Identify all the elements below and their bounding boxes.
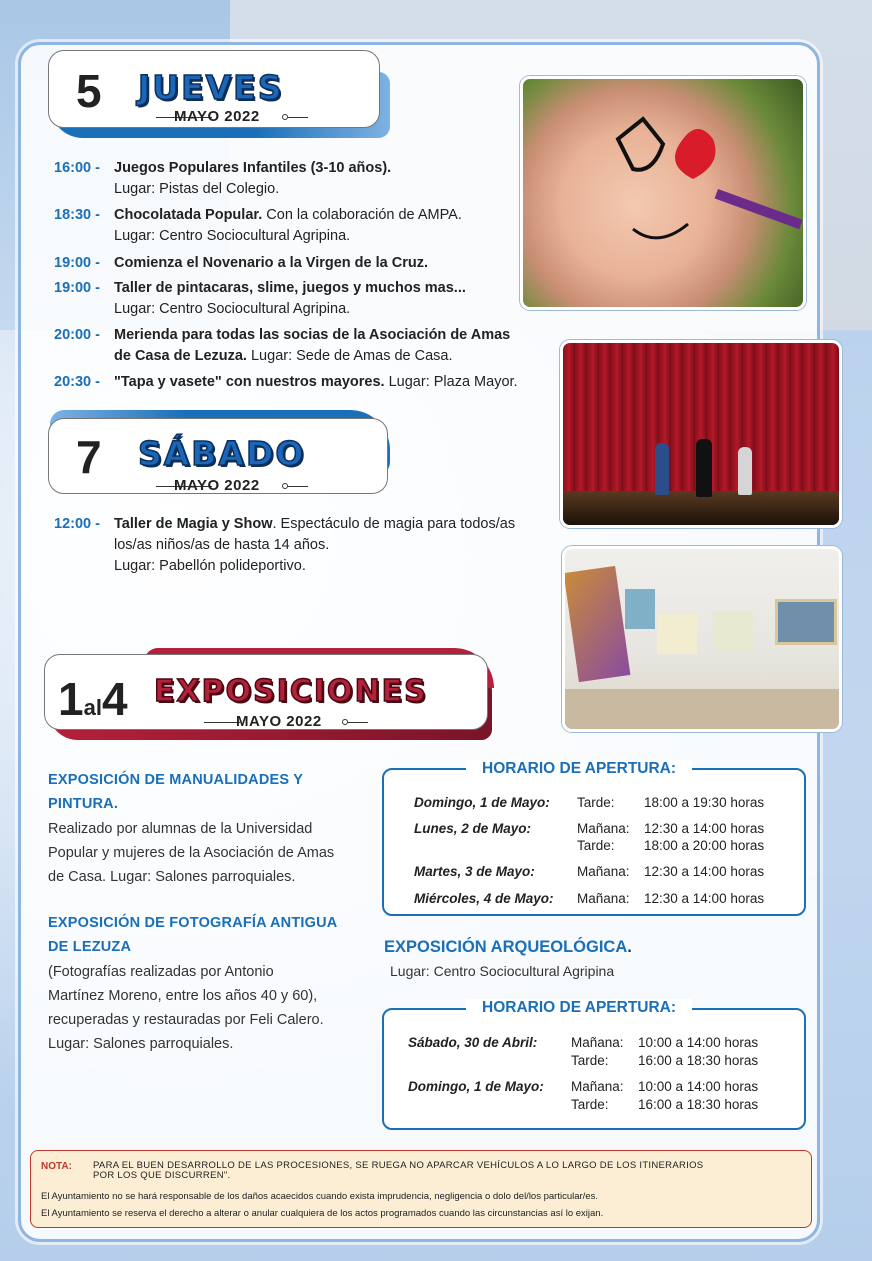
event-item: 19:00 - Comienza el Novenario a la Virgen de la Cruz. [54,255,428,271]
event-item: 20:30 - "Tapa y vasete" con nuestros mayores. Lugar: Plaza Mayor. [54,374,518,390]
event-list-sabado: 12:00 - Taller de Magia y Show. Espectáculo de magia para todos/as los/as niños/as de hasta 14 años. Lugar: Pabellón polideportivo. [54,516,516,574]
performer [738,447,752,495]
day-number: 1al4 [58,673,128,725]
day-name: SÁBADO [138,434,306,473]
schedule-row: Miércoles, 4 de Mayo: [414,891,554,906]
exhibition-body-manualidades: Realizado por alumnas de la Universidad Popular y mujeres de la Asociación de Amas de Casa. Lugar: Salones parroquiales. [48,821,335,885]
event-list-jueves [54,158,554,398]
event-item: 16:00 - Juegos Populares Infantiles (3-10 años). Lugar: Pistas del Colegio. [54,160,392,197]
day-name: JUEVES [138,68,284,107]
header-jueves [48,50,396,142]
header-exposiciones [44,650,498,744]
event-item: 18:30 - Chocolatada Popular. Con la colaboración de AMPA. Lugar: Centro Sociocultural Agripina. [54,207,462,244]
exhibition-body-fotografia: (Fotografías realizadas por Antonio Martínez Moreno, entre los años 40 y 60), recuperadas y restauradas por Feli Calero. Lugar: Salones parroquiales. [48,964,324,1052]
exhibition-place-arqueologica: Lugar: Centro Sociocultural Agripina [390,963,615,979]
photo-magic-show [560,340,842,528]
performer [655,443,669,495]
exhibition-title-fotografia: EXPOSICIÓN DE FOTOGRAFÍA ANTIGUA DE LEZUZA [48,915,338,955]
note-box: NOTA: PARA EL BUEN DESARROLLO DE LAS PROCESIONES, SE RUEGA NO APARCAR VEHÍCULOS A LO LARGO DE LOS ITINERARIOS POR LOS QUE DISCURREN". El Ayuntamiento no se hará responsable de los daños acaecidos cuando exista imprudencia, negligencia o dolo del/los particular/es. El Ayuntamiento se reserva el derecho a alterar o anular cualquiera de los actos programados cuando las circunstancias así lo exijan. [30,1150,812,1228]
face-paint-illustration [523,79,806,310]
month-label: MAYO 2022 [236,713,322,730]
schedule-row: Martes, 3 de Mayo: [414,864,535,879]
schedule-row: Domingo, 1 de Mayo: [414,795,550,810]
event-item: 20:00 - Merienda para todas las socias de la Asociación de Amas de Casa de Lezuza. Lugar: Sede de Amas de Casa. [54,327,511,364]
header-sabado [48,414,396,506]
event-item: 19:00 - Taller de pintacaras, slime, juegos y muchos mas... Lugar: Centro Sociocultural Agripina. [54,280,466,317]
schedule-title-1: HORARIO DE APERTURA: [466,760,692,778]
photo-face-paint [520,76,806,310]
exhibition-title-manualidades: EXPOSICIÓN DE MANUALIDADES Y PINTURA. [48,772,304,812]
section-name: EXPOSICIONES [154,674,428,709]
performer [696,439,712,497]
day-number: 5 [76,65,102,117]
schedule-row: Sábado, 30 de Abril: [408,1035,538,1050]
month-label: MAYO 2022 [174,477,260,494]
schedule-title-2: HORARIO DE APERTURA: [466,999,692,1017]
exhibition-title-arqueologica: EXPOSICIÓN ARQUEOLÓGICA. [384,938,632,956]
month-label: MAYO 2022 [174,108,260,125]
photo-painting-exhibition [562,546,842,732]
day-number: 7 [76,431,102,483]
schedule-row: Domingo, 1 de Mayo: [408,1079,544,1094]
schedule-row: Lunes, 2 de Mayo: [414,821,532,836]
